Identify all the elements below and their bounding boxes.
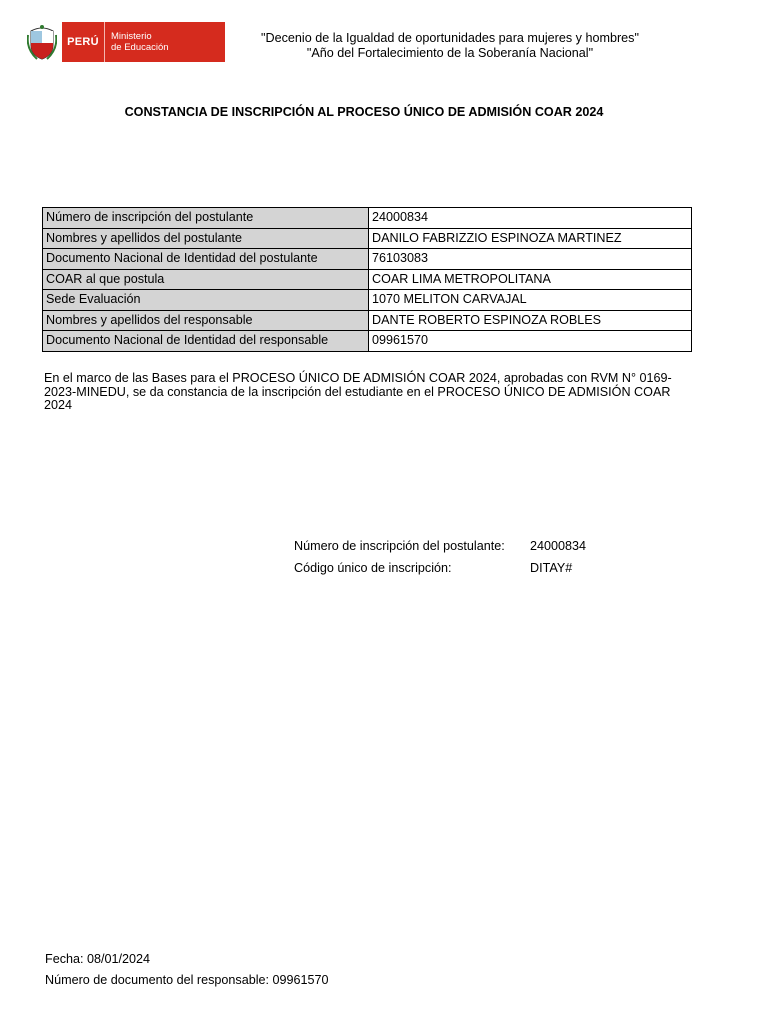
unique-code-value: DITAY#: [530, 561, 573, 575]
row-value: 09961570: [369, 331, 692, 352]
row-value: 24000834: [369, 208, 692, 229]
row-value: 1070 MELITON CARVAJAL: [369, 290, 692, 311]
coat-of-arms-icon: [26, 22, 58, 62]
footer-date: Fecha: 08/01/2024: [45, 952, 151, 966]
document-footer: [45, 949, 329, 991]
ministry-banner: [62, 22, 225, 62]
row-label: Nombres y apellidos del postulante: [43, 228, 369, 249]
row-value: DANILO FABRIZZIO ESPINOZA MARTINEZ: [369, 228, 692, 249]
ministry-logo: [26, 22, 225, 62]
unique-code-label: Código único de inscripción:: [294, 561, 452, 575]
row-label: Nombres y apellidos del responsable: [43, 310, 369, 331]
slogan-year: "Año del Fortalecimiento de la Soberanía Nacional": [306, 46, 594, 60]
row-label: Documento Nacional de Identidad del responsable: [43, 331, 369, 352]
unique-code-row: [294, 557, 586, 579]
logo-ministry-line2: de Educación: [111, 42, 169, 53]
logo-country: PERÚ: [62, 22, 104, 62]
row-label: Número de inscripción del postulante: [43, 208, 369, 229]
table-row: [43, 269, 692, 290]
row-label: COAR al que postula: [43, 269, 369, 290]
table-row: [43, 310, 692, 331]
certification-paragraph: En el marco de las Bases para el PROCESO ÚNICO DE ADMISIÓN COAR 2024, aprobadas con RVM N° 0169-2023-MINEDU, se da constancia de la inscripción del estudiante en el PROCESO ÚNICO DE ADMISIÓN COAR 2024: [44, 371, 672, 412]
table-row: [43, 249, 692, 270]
row-label: Sede Evaluación: [43, 290, 369, 311]
row-label: Documento Nacional de Identidad del postulante: [43, 249, 369, 270]
table-row: [43, 208, 692, 229]
registration-number-row: [294, 535, 586, 557]
table-row: [43, 228, 692, 249]
row-value: 76103083: [369, 249, 692, 270]
registration-number-value: 24000834: [530, 539, 587, 553]
registration-number-label: Número de inscripción del postulante:: [294, 539, 505, 553]
registration-codes: [294, 535, 586, 579]
row-value: DANTE ROBERTO ESPINOZA ROBLES: [369, 310, 692, 331]
table-row: [43, 290, 692, 311]
table-row: [43, 331, 692, 352]
footer-responsible-doc: Número de documento del responsable: 09961570: [45, 973, 329, 987]
header-slogans: [240, 31, 660, 61]
document-title: CONSTANCIA DE INSCRIPCIÓN AL PROCESO ÚNICO DE ADMISIÓN COAR 2024: [124, 105, 604, 119]
row-value: COAR LIMA METROPOLITANA: [369, 269, 692, 290]
logo-ministry-line1: Ministerio: [111, 31, 152, 42]
registration-table: [42, 207, 692, 352]
slogan-decade: "Decenio de la Igualdad de oportunidades para mujeres y hombres": [261, 31, 639, 45]
